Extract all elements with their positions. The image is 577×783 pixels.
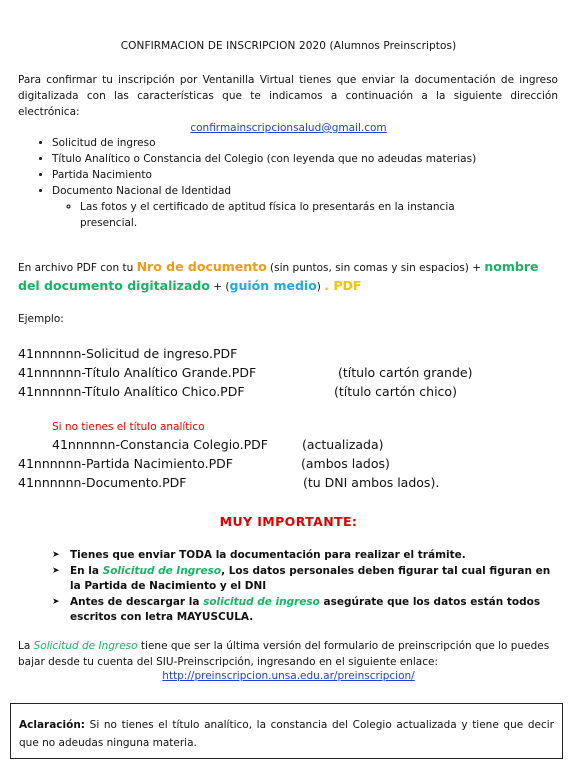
document-title: CONFIRMACION DE INSCRIPCION 2020 (Alumnos Preinscriptos): [120, 40, 457, 52]
example-row: [18, 384, 457, 399]
pdf-naming-instructions: [18, 258, 563, 296]
nro-documento-label: Nro de documento: [136, 259, 267, 274]
example-note: (actualizada): [302, 437, 384, 452]
aclaracion-text: Si no tienes el título analítico, la constancia del Colegio actualizada y tiene que decir que no adeudas ninguna materia.: [19, 719, 554, 749]
requirement-item: [52, 183, 500, 231]
important-item: [52, 595, 557, 626]
aclaracion-label: Aclaración:: [19, 719, 86, 731]
requirement-item: • Solicitud de ingreso: [52, 135, 500, 151]
final-text: tiene que ser la última versión del formulario de preinscripción que lo puedes bajar desde tu cuenta del SIU-Preinscripción, ingresando en el siguiente enlace:: [18, 640, 550, 668]
important-list: [52, 548, 557, 626]
example-note: (título cartón chico): [334, 384, 457, 399]
example-filename: 41nnnnnn-Título Analítico Chico.PDF: [18, 384, 245, 399]
preinscripcion-link-line: [0, 670, 577, 682]
example-filename: 41nnnnnn-Partida Nacimiento.PDF: [18, 456, 233, 471]
arrow-bullet-icon: ➤: [52, 565, 60, 576]
example-row: [52, 437, 384, 452]
important-item: [52, 548, 557, 564]
guion-label: guión medio: [229, 278, 317, 293]
pdf-prefix: En archivo PDF con tu: [18, 262, 137, 274]
example-filename: 41nnnnnn-Título Analítico Grande.PDF: [18, 365, 257, 380]
arrow-bullet-icon: ➤: [52, 550, 60, 560]
important-text: En la: [70, 564, 103, 577]
requirement-item: • Título Analítico o Constancia del Colegio (con leyenda que no adeudas materias): [52, 151, 500, 167]
email-line: [0, 122, 577, 134]
requirement-sublist: [52, 199, 500, 231]
nombre-label-2: del documento digitalizado: [18, 278, 210, 293]
pdf-close: ): [316, 281, 325, 293]
email-link[interactable]: confirmainscripcionsalud@gmail.com: [190, 122, 387, 134]
example-row: [18, 475, 440, 490]
solicitud-ingreso-highlight: Solicitud de Ingreso: [33, 640, 138, 652]
muy-importante-heading: MUY IMPORTANTE:: [219, 514, 358, 529]
final-text: La: [18, 640, 34, 652]
final-paragraph: [18, 638, 563, 670]
preinscripcion-link[interactable]: http://preinscripcion.unsa.edu.ar/preinscripcion/: [162, 670, 415, 682]
example-row: [18, 346, 237, 361]
example-filename: 41nnnnnn-Documento.PDF: [18, 475, 187, 490]
requirements-list: [30, 135, 500, 231]
important-text: Antes de descargar la: [70, 595, 204, 608]
important-text: , Los datos personales deben figurar tal cual figuran en la Partida de Nacimiento y el DNI: [70, 564, 551, 592]
example-note: (título cartón grande): [338, 365, 473, 380]
aclaracion-box: [10, 703, 563, 759]
example-filename: 41nnnnnn-Solicitud de ingreso.PDF: [18, 346, 238, 361]
requirement-item: • Partida Nacimiento: [52, 167, 500, 183]
important-text: Tienes que enviar TODA la documentación para realizar el trámite.: [70, 549, 466, 561]
pdf-plus: + (: [209, 281, 230, 293]
arrow-bullet-icon: ➤: [52, 596, 60, 607]
example-note: (tu DNI ambos lados).: [303, 475, 440, 490]
solicitud-ingreso-highlight: Solicitud de Ingreso: [102, 564, 222, 577]
nombre-label: nombre: [484, 259, 539, 274]
pdf-label: . PDF: [324, 278, 362, 293]
requirement-label: Documento Nacional de Identidad: [52, 185, 232, 197]
pdf-middle: (sin puntos, sin comas y sin espacios) +: [266, 262, 485, 274]
solicitud-ingreso-highlight: solicitud de ingreso: [203, 595, 320, 608]
important-text: asegúrate que los datos están todos escritos con letra MAYUSCULA.: [70, 595, 541, 623]
important-item: [52, 564, 557, 595]
intro-paragraph: Para confirmar tu inscripción por Ventanilla Virtual tienes que enviar la documentación de ingreso digitalizada con las características que te indicamos a continuación a la siguiente dirección electrónica:: [18, 74, 558, 118]
ejemplo-label: Ejemplo:: [18, 313, 64, 325]
example-row: [18, 456, 390, 471]
example-note: (ambos lados): [301, 456, 390, 471]
example-filename: 41nnnnnn-Constancia Colegio.PDF: [52, 437, 268, 452]
example-row: [18, 365, 473, 380]
requirement-subitem: ◦ Las fotos y el certificado de aptitud física lo presentarás en la instancia presencial.: [80, 199, 500, 231]
no-title-note: Si no tienes el título analítico: [52, 421, 205, 433]
